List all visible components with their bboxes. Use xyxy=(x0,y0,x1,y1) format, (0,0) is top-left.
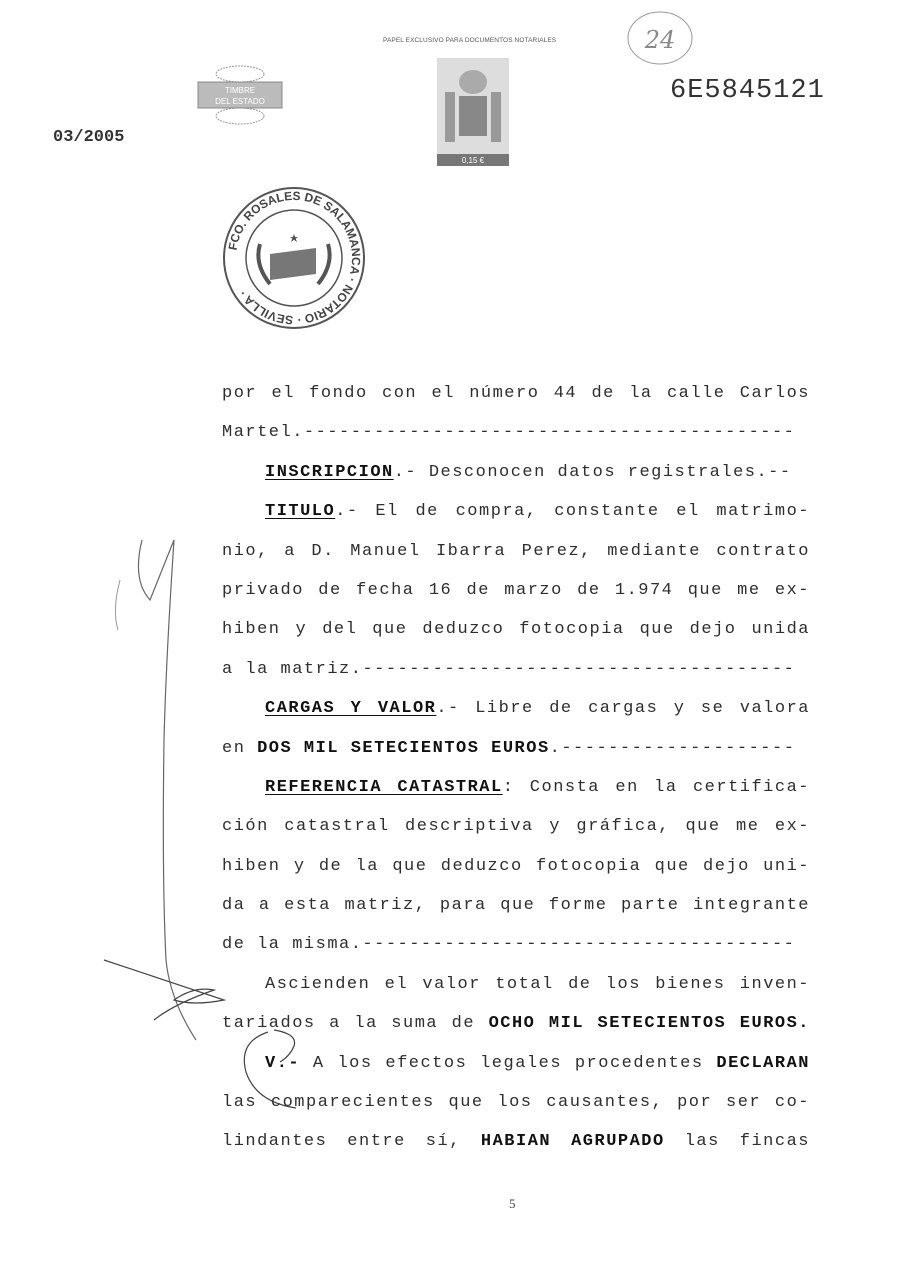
text-segment: .- Libre de cargas y se valora xyxy=(436,699,810,719)
text-segment: .- El de compra, constante el matrimo- xyxy=(335,502,810,522)
text-segment: ción catastral descriptiva y gráfica, que me ex- xyxy=(222,817,810,837)
text-segment: las fincas xyxy=(664,1132,810,1152)
bold-text-segment: DOS MIL SETECIENTOS EUROS xyxy=(257,738,550,758)
text-line xyxy=(222,807,810,846)
text-line xyxy=(222,729,810,768)
text-line xyxy=(222,374,810,413)
text-line xyxy=(222,1122,810,1161)
margin-signature xyxy=(100,520,260,1060)
stamp-value: 0,15 € xyxy=(461,156,485,165)
text-line xyxy=(222,532,810,571)
bold-text-segment: OCHO MIL SETECIENTOS EUROS. xyxy=(488,1014,810,1034)
text-segment: de la misma.------------------------------------- xyxy=(222,935,796,955)
text-segment: A los efectos legales procedentes xyxy=(300,1053,717,1073)
bold-text-segment: HABIAN AGRUPADO xyxy=(480,1132,665,1152)
text-segment: tariados a la suma de xyxy=(222,1014,489,1034)
text-line xyxy=(222,847,810,886)
bold-text-segment: TITULO xyxy=(265,502,336,522)
text-segment: da a esta matriz, para que forme parte integrante xyxy=(222,896,810,916)
coat-of-arms-stamp xyxy=(437,58,509,166)
text-segment: las comparecientes que los causantes, por ser co- xyxy=(222,1093,810,1113)
text-segment: privado de fecha 16 de marzo de 1.974 que me ex- xyxy=(222,580,810,600)
text-line xyxy=(222,689,810,728)
text-line xyxy=(222,492,810,531)
text-segment: hiben y de la que deduzco fotocopia que dejo uni- xyxy=(222,856,810,876)
text-segment: por el fondo con el número 44 de la calle Carlos xyxy=(222,384,810,403)
bold-text-segment: DECLARAN xyxy=(716,1053,810,1073)
bold-text-segment: REFERENCIA CATASTRAL xyxy=(265,777,503,797)
text-segment: Ascienden el valor total de los bienes inven- xyxy=(265,974,810,994)
text-segment: a la matriz.------------------------------------- xyxy=(222,659,796,679)
text-line xyxy=(222,571,810,610)
paper-label: PAPEL EXCLUSIVO PARA DOCUMENTOS NOTARIALES xyxy=(383,37,557,44)
svg-text:DEL ESTADO: DEL ESTADO xyxy=(215,97,265,106)
text-line xyxy=(222,413,810,452)
text-segment: nio, a D. Manuel Ibarra Perez, mediante contrato xyxy=(222,541,810,561)
folio-handwritten-circle xyxy=(620,8,700,68)
text-line xyxy=(222,925,810,964)
text-line xyxy=(222,650,810,689)
text-segment: Martel.------------------------------------------ xyxy=(222,423,796,443)
v-mark-handwritten xyxy=(238,1028,318,1108)
text-segment: hiben y del que deduzco fotocopia que dejo unida xyxy=(222,620,810,640)
bold-text-segment: INSCRIPCION xyxy=(265,462,394,482)
text-segment: en xyxy=(222,738,258,758)
protocol-number: 03/2005 xyxy=(53,128,125,147)
text-segment: .-------------------- xyxy=(549,738,796,758)
svg-text:FCO. ROSALES DE SALAMANCA · NO: FCO. ROSALES DE SALAMANCA · NOTARIO · SEVILLA · xyxy=(225,188,364,328)
text-line xyxy=(222,886,810,925)
page-number: 5 xyxy=(509,1196,516,1211)
text-segment: : Consta en la certifica- xyxy=(502,777,810,797)
svg-text:24: 24 xyxy=(644,26,676,54)
notary-seal xyxy=(220,184,368,332)
timbre-stamp xyxy=(196,64,284,126)
text-line xyxy=(222,965,810,1004)
text-line xyxy=(222,768,810,807)
text-segment: .- Desconocen datos registrales.-- xyxy=(393,462,792,482)
text-line xyxy=(222,610,810,649)
text-line xyxy=(222,453,810,492)
serial-number: 6E5845121 xyxy=(670,76,825,106)
timbre-text: TIMBRE xyxy=(224,86,256,95)
bold-text-segment: CARGAS Y VALOR xyxy=(265,699,437,719)
text-segment: lindantes entre sí, xyxy=(222,1132,481,1152)
bold-text-segment: V.- xyxy=(265,1053,301,1073)
